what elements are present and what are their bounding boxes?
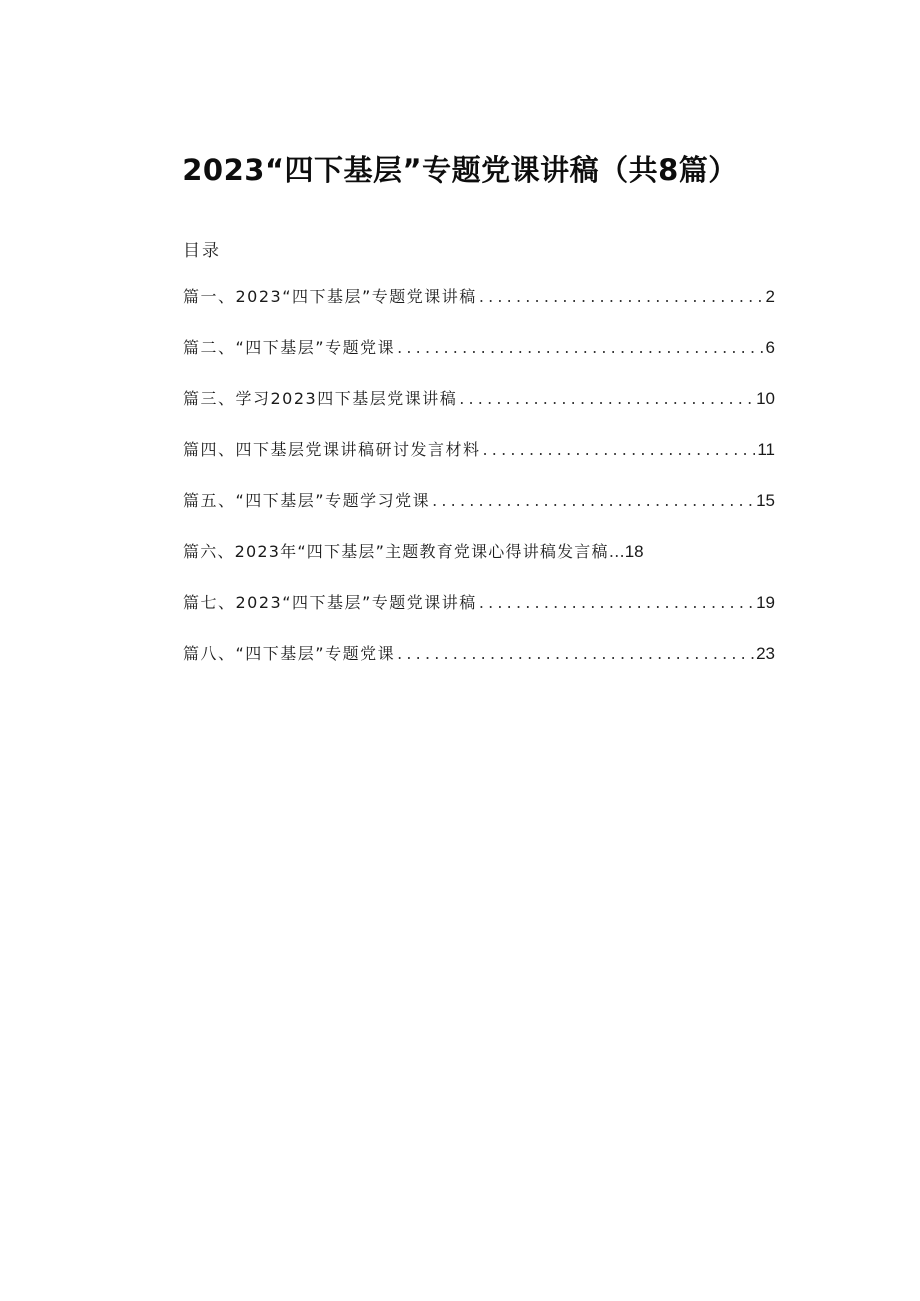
toc-entry-3[interactable] bbox=[183, 386, 775, 437]
toc-entry-1[interactable] bbox=[183, 284, 775, 335]
toc-entry-page-number: 11 bbox=[757, 440, 775, 459]
toc-entry-title: 篇四、四下基层党课讲稿研讨发言材料 bbox=[183, 440, 481, 459]
toc-entry-title: 篇五、“四下基层”专题学习党课 bbox=[183, 491, 431, 510]
toc-entry-8[interactable] bbox=[183, 641, 775, 692]
toc-entry-page-number: 15 bbox=[756, 491, 775, 510]
toc-entry-page-number: 19 bbox=[756, 593, 775, 612]
document-title: 2023“四下基层”专题党课讲稿（共8篇） bbox=[182, 153, 738, 187]
toc-entry-7[interactable] bbox=[183, 590, 775, 641]
toc-entry-title: 篇八、“四下基层”专题党课 bbox=[183, 644, 396, 663]
toc-entry-page-number: 18 bbox=[624, 542, 644, 561]
toc-entry-4[interactable] bbox=[183, 437, 775, 488]
toc-entry-title: 篇二、“四下基层”专题党课 bbox=[183, 338, 396, 357]
dot-leader bbox=[479, 593, 754, 612]
toc-entry-title: 篇六、2023年“四下基层”主题教育党课心得讲稿发言稿 bbox=[183, 542, 609, 561]
table-of-contents bbox=[183, 284, 775, 692]
toc-entry-title: 篇一、2023“四下基层”专题党课讲稿 bbox=[183, 287, 477, 306]
toc-entry-page-number: 23 bbox=[756, 644, 775, 663]
dot-leader bbox=[483, 440, 756, 459]
dot-leader bbox=[432, 491, 754, 510]
dot-leader bbox=[459, 389, 754, 408]
dot-leader bbox=[479, 287, 764, 306]
dot-leader bbox=[397, 338, 763, 357]
toc-entry-page-number: 2 bbox=[765, 287, 775, 306]
toc-entry-2[interactable] bbox=[183, 335, 775, 386]
toc-heading: 目录 bbox=[183, 241, 221, 261]
toc-entry-title: 篇七、2023“四下基层”专题党课讲稿 bbox=[183, 593, 477, 612]
ellipsis-leader: … bbox=[608, 542, 625, 561]
toc-entry-5[interactable] bbox=[183, 488, 775, 539]
toc-entry-title: 篇三、学习2023四下基层党课讲稿 bbox=[183, 389, 458, 408]
toc-entry-page-number: 6 bbox=[765, 338, 775, 357]
toc-entry-6[interactable] bbox=[183, 539, 775, 590]
toc-entry-page-number: 10 bbox=[756, 389, 775, 408]
dot-leader bbox=[397, 644, 754, 663]
